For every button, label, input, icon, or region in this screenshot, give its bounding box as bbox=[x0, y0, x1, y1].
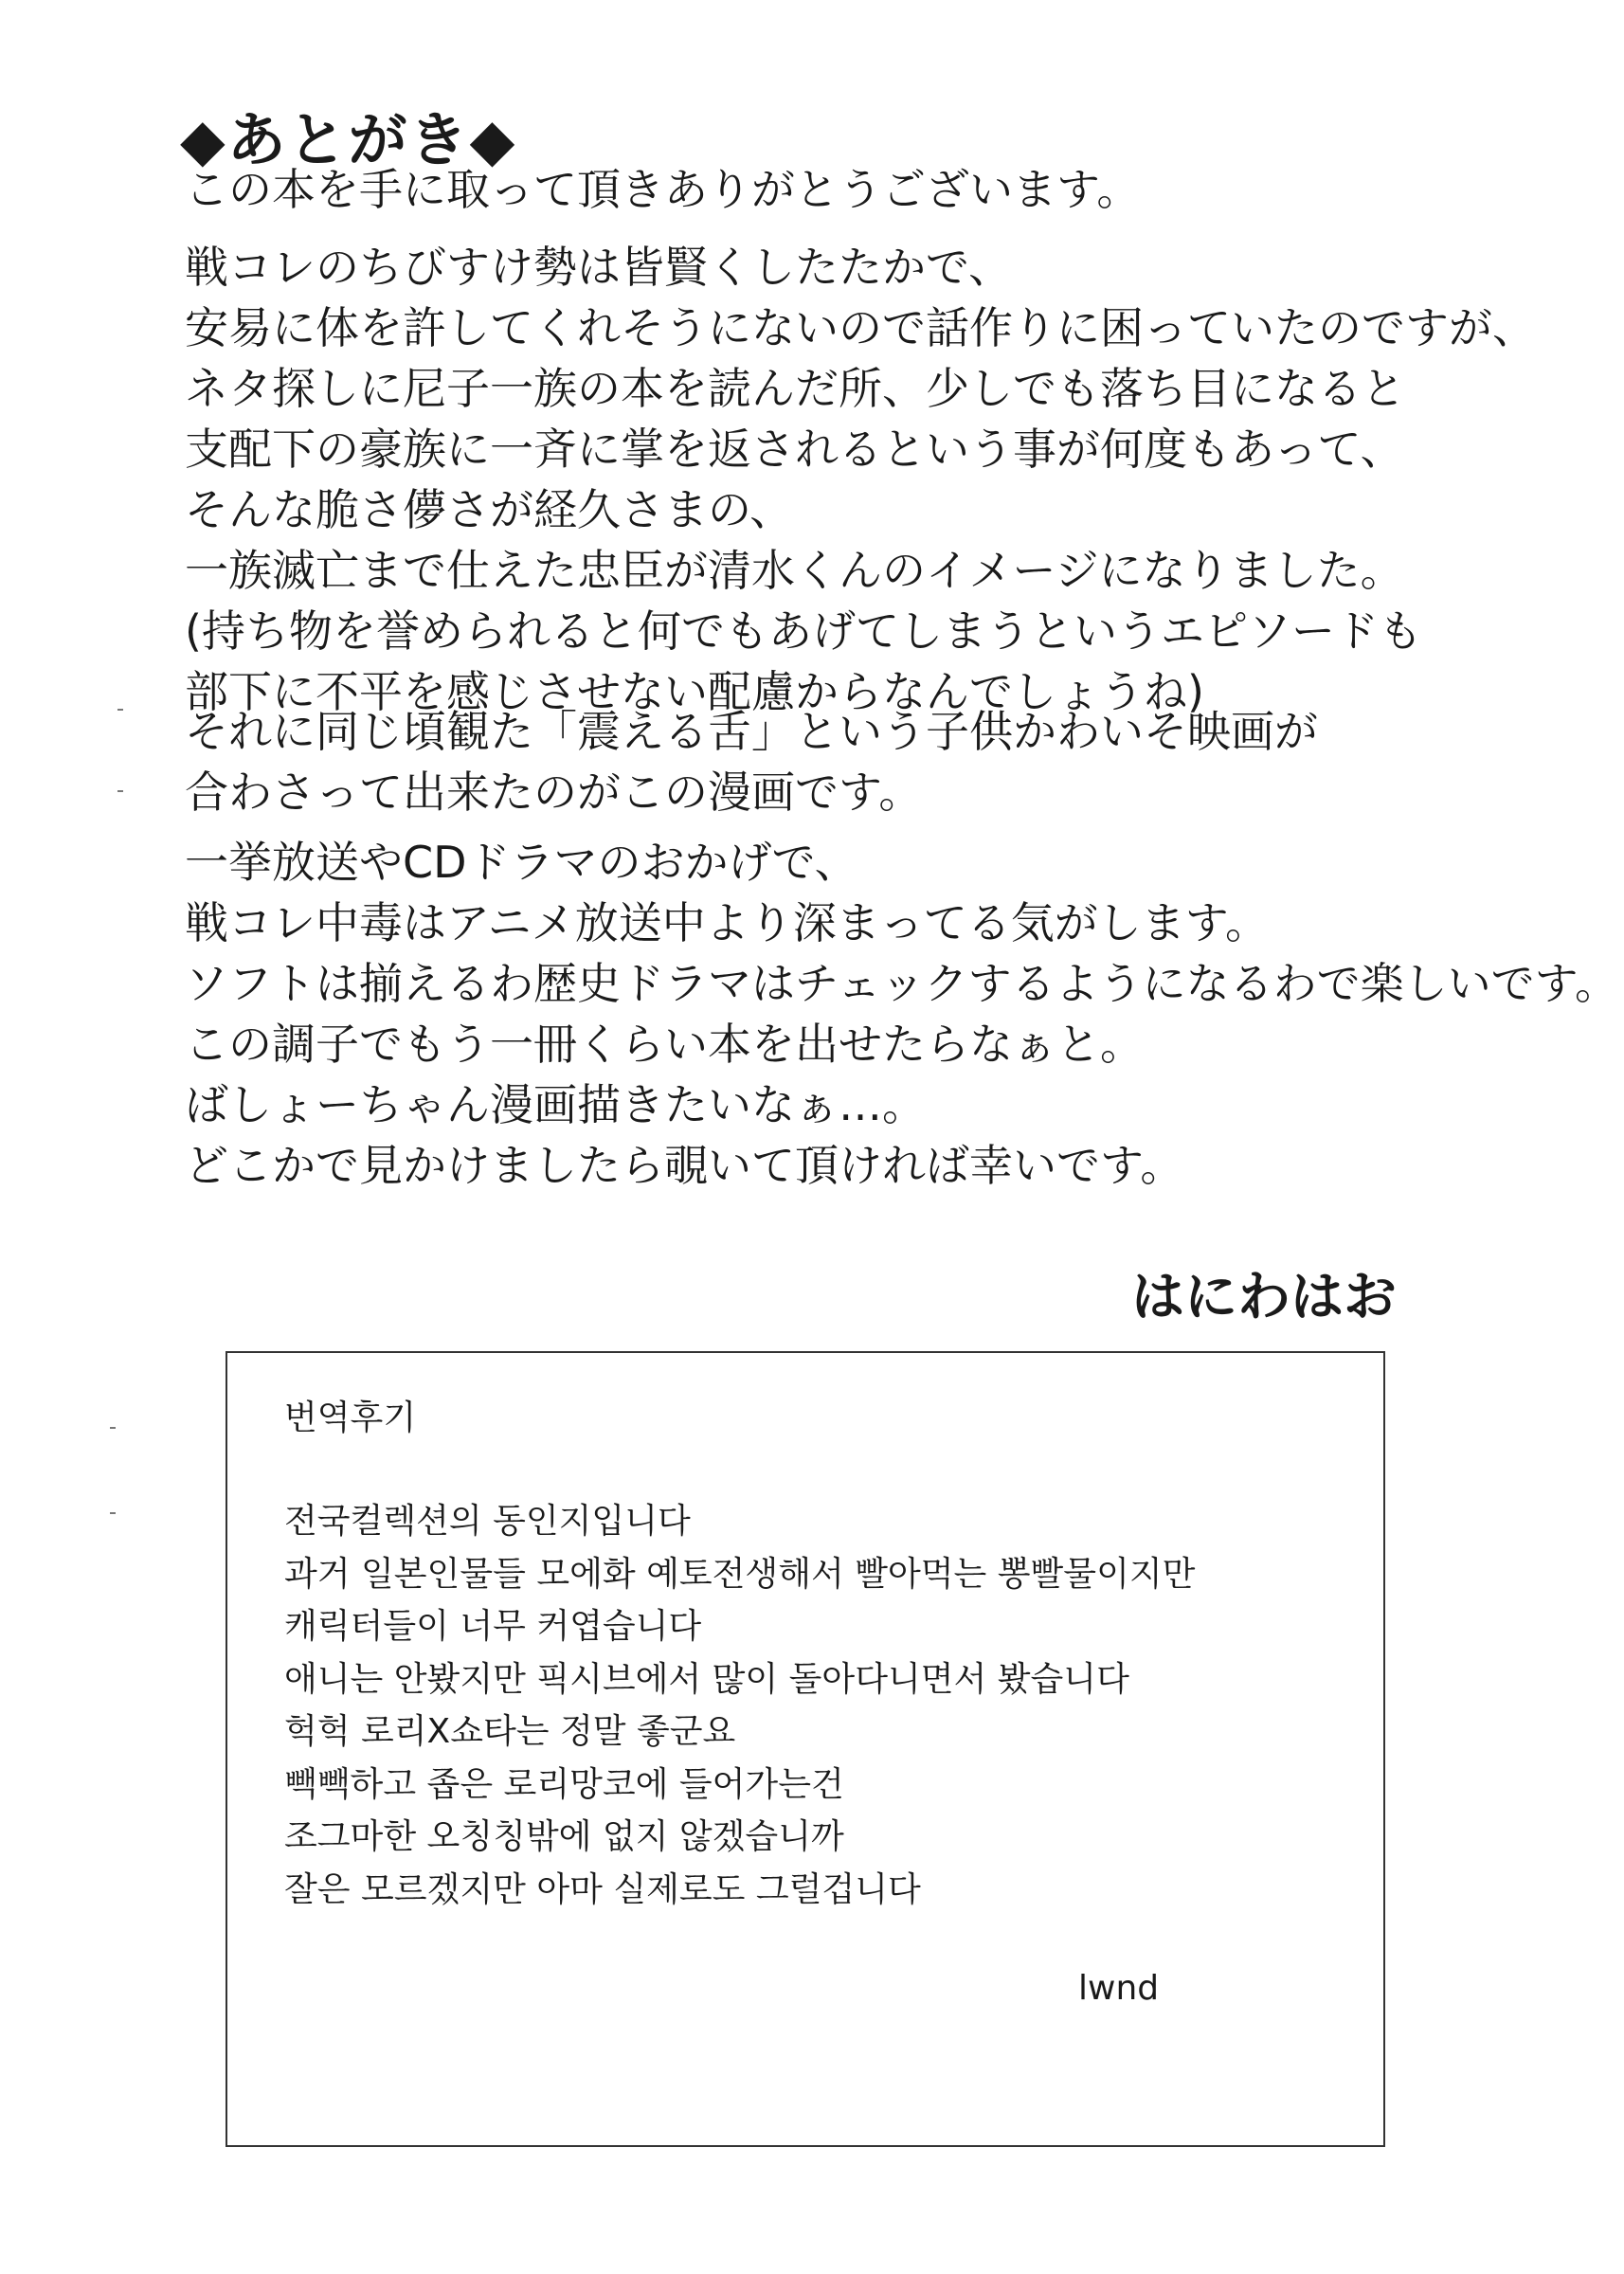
afterword-paragraph-4 bbox=[185, 832, 1618, 1196]
translator-note-box bbox=[226, 1351, 1385, 2147]
afterword-line: (持ち物を誉められると何でもあげてしまうというエピソードも bbox=[185, 605, 1422, 657]
afterword-line: 支配下の豪族に一斉に掌を返されるという事が何度もあって、 bbox=[185, 424, 1404, 475]
afterword-line: 戦コレ中毒はアニメ放送中より深まってる気がします。 bbox=[185, 897, 1270, 948]
translator-note-line: 과거 일본인물들 모에화 예토전생해서 빨아먹는 뽕빨물이지만 bbox=[284, 1554, 1196, 1594]
translator-note-line: 전국컬렉션의 동인지입니다 bbox=[284, 1502, 691, 1541]
afterword-line: この調子でもう一冊くらい本を出せたらなぁと。 bbox=[185, 1019, 1144, 1070]
scan-mark bbox=[117, 790, 123, 792]
translator-signature: lwnd bbox=[1078, 1969, 1160, 2008]
translator-note-line: 애니는 안봤지만 픽시브에서 많이 돌아다니면서 봤습니다 bbox=[284, 1659, 1129, 1699]
afterword-line: そんな脆さ儚さが経久さまの、 bbox=[185, 484, 794, 535]
translator-note-line: 조그마한 오칭칭밖에 없지 않겠습니까 bbox=[284, 1817, 844, 1856]
afterword-line: 戦コレのちびすけ勢は皆賢くしたたかで、 bbox=[185, 242, 1013, 293]
afterword-line: 一族滅亡まで仕えた忠臣が清水くんのイメージになりました。 bbox=[185, 545, 1404, 596]
afterword-title: ◆あとがき◆ bbox=[180, 105, 517, 174]
scan-mark bbox=[110, 1427, 116, 1429]
afterword-line: 合わさって出来たのがこの漫画です。 bbox=[185, 767, 923, 818]
translator-note-line: 빽빽하고 좁은 로리망코에 들어가는건 bbox=[284, 1764, 844, 1804]
afterword-line: この本を手に取って頂きありがとうございます。 bbox=[185, 164, 1141, 215]
afterword-line: 一挙放送やCDドラマのおかげで、 bbox=[185, 837, 858, 888]
afterword-line: それに同じ頃観た「震える舌」という子供かわいそ映画が bbox=[185, 706, 1318, 757]
afterword-line: ソフトは揃えるわ歴史ドラマはチェックするようになるわで楽しいです。 bbox=[185, 958, 1618, 1009]
afterword-paragraph-2 bbox=[185, 237, 1536, 722]
scan-mark bbox=[117, 709, 123, 711]
translator-note-title: 번역후기 bbox=[284, 1399, 417, 1437]
author-signature: はにわはお bbox=[1131, 1267, 1397, 1328]
afterword-line: 部下に不平を感じさせない配慮からなんでしょうね) bbox=[185, 666, 1204, 717]
afterword-line: 安易に体を許してくれそうにないので話作りに困っていたのですが、 bbox=[185, 302, 1536, 353]
afterword-paragraph-3 bbox=[185, 701, 1318, 822]
afterword-paragraph-1 bbox=[185, 159, 1140, 220]
afterword-line: ばしょーちゃん漫画描きたいなぁ…。 bbox=[185, 1079, 926, 1130]
afterword-line: どこかで見かけましたら覗いて頂ければ幸いです。 bbox=[185, 1140, 1184, 1191]
afterword-line: ネタ探しに尼子一族の本を読んだ所、少しでも落ち目になると bbox=[185, 363, 1405, 414]
scan-mark bbox=[110, 1512, 116, 1514]
translator-note-line: 캐릭터들이 너무 커엽습니다 bbox=[284, 1607, 702, 1646]
translator-note-body bbox=[284, 1495, 1195, 1916]
translator-note-line: 잘은 모르겠지만 아마 실제로도 그럴겁니다 bbox=[284, 1869, 921, 1909]
translator-note-line: 헉헉 로리X쇼타는 정말 좋군요 bbox=[284, 1712, 736, 1751]
